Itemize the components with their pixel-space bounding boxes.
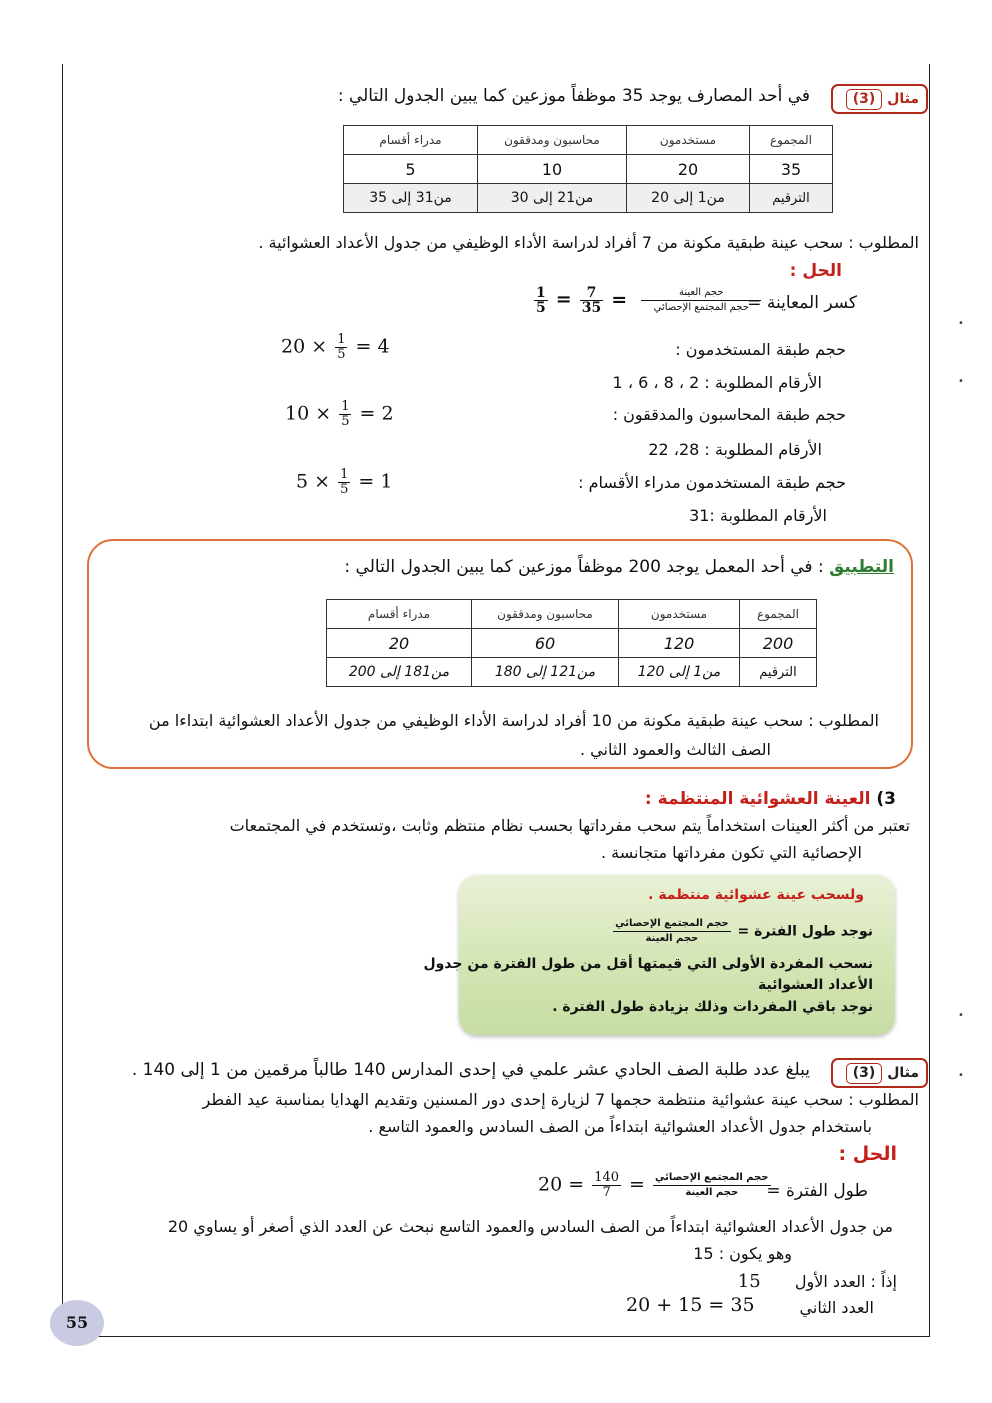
numbering-label: الترقيم [750,184,833,213]
example2-badge [831,1058,928,1088]
row-managers-label: حجم طبقة المستخدمون مدراء الأقسام : [578,473,846,492]
example1-requirement: المطلوب : سحب عينة طبقية مكونة من 7 أفراد لدراسة الأداء الوظيفي من جدول الأعداد العشوائية . [258,233,919,252]
value-total: 35 [750,155,833,184]
section3-text-line1: تعتبر من أكثر العينات استخداماً يتم سحب مفرداتها بحسب نظام منتظم وثابت ،وتستخدم في المجتمعات [229,816,910,835]
range-managers: من31 إلى 35 [344,184,478,213]
range-users: من1 إلى 120 [619,658,740,687]
application-intro-text: : في أحد المعمل يوجد 200 موظفاً موزعين كما يبين الجدول التالي : [344,557,824,577]
example2-requirement-line2: باستخدام جدول الأعداد العشوائية ابتداءاً من الصف السادس والعمود التاسع . [368,1117,872,1136]
value-total: 200 [740,629,817,658]
row-users-equation: 20 × $\frac{1}{5}$ = 4 [281,332,390,362]
method-step-1 [611,917,873,946]
fraction-numerator-text: حجم العينة [641,286,761,301]
header-accountants: محاسبون ومدققون [472,600,619,629]
application-requirement-line2: الصف الثالث والعمود الثاني . [579,740,771,759]
example1-intro: في أحد المصارف يوجد 35 موظفاً موزعين كما يبين الجدول التالي : [337,86,810,106]
margin-mark: • [958,1070,964,1081]
row-accountants-numbers: الأرقام المطلوبة : 28، 22 [648,440,822,459]
example-badge-number: (3) [846,1063,883,1084]
example1-table [343,125,833,213]
section3-title: العينة العشوائية المنتظمة : [644,789,871,809]
second-number-equation: 20 + 15 = 35 [626,1294,755,1316]
example-badge-label: مثال [887,91,919,107]
solution-title: الحل : [789,261,842,281]
second-number-label: العدد الثاني [799,1298,874,1317]
application-table [326,599,817,687]
value-managers: 20 [327,629,472,658]
margin-mark: • [958,318,964,329]
method-step-1-denominator: حجم العينة [645,933,699,944]
example-badge [831,84,928,114]
example2-intro: يبلغ عدد طلبة الصف الحادي عشر علمي في إحدى المدارس 140 طالباً مرقمين من 1 إلى 140 . [131,1060,810,1080]
range-users: من1 إلى 20 [627,184,750,213]
row-managers-numbers: الأرقام المطلوبة :31 [689,506,827,525]
value-managers: 5 [344,155,478,184]
header-managers: مدراء أقسام [344,126,478,155]
value-accountants: 60 [472,629,619,658]
section3-heading [645,789,896,809]
range-accountants: من121 إلى 180 [472,658,619,687]
page-number: 55 [50,1300,104,1346]
example2-solution-title: الحل : [838,1143,897,1165]
sampling-fraction-label: كسر المعاينة = [747,293,857,313]
header-users: مستخدمون [619,600,740,629]
margin-mark: • [958,376,964,387]
application-requirement-line1: المطلوب : سحب عينة طبقية مكونة من 10 أفراد لدراسة الأداء الوظيفي من جدول الأعداد العشوائية ابتداءا من [148,711,879,730]
application-title: التطبيق [829,557,894,577]
section3-number: 3) [876,789,896,809]
period-numerator: حجم المجتمع الإحصائي [653,1171,771,1186]
first-number-label: إذاً : العدد الأول [794,1272,897,1291]
example2-line3 [738,1271,897,1292]
sampling-fraction-equation: $\frac{1}{5}$ = $\frac{7}{35}$ = $\frac{\text{حجم العينة}}{\text{حجم المجتمع الإحصائي}}$ [532,286,763,315]
application-intro [344,557,894,577]
row-users-numbers: الأرقام المطلوبة : 2 ، 8 ، 6 ، 1 [612,373,822,392]
section3-text-line2: الإحصائية التي تكون مفرداتها متجانسة . [600,843,862,862]
value-users: 120 [619,629,740,658]
row-accountants-equation: 10 × $\frac{1}{5}$ = 2 [285,399,394,429]
method-step-3: نوجد باقي المفردات وذلك بزيادة طول الفترة . [552,999,873,1015]
header-users: مستخدمون [627,126,750,155]
example-badge-label: مثال [887,1065,919,1081]
example2-line2: وهو يكون : 15 [693,1244,792,1263]
fraction-denominator-text: حجم المجتمع الإحصائي [653,302,749,313]
value-accountants: 10 [478,155,627,184]
range-managers: من181 إلى 200 [327,658,472,687]
header-accountants: محاسبون ومدققون [478,126,627,155]
example2-requirement-line1: المطلوب : سحب عينة عشوائية منتظمة حجمها 7 لزيارة إحدى دور المسنين وتقديم الهدايا بمناسبة عيد الفطر [202,1090,919,1109]
method-step-2: نسحب المفردة الأولى التي قيمتها أقل من طول الفترة من جدول [423,956,873,972]
header-managers: مدراء أقسام [327,600,472,629]
range-accountants: من21 إلى 30 [478,184,627,213]
period-length-label: طول الفترة = [766,1181,868,1201]
header-total: المجموع [750,126,833,155]
row-accountants-label: حجم طبقة المحاسبون والمدققون : [612,405,846,424]
first-number-value: 15 [737,1271,761,1292]
row-managers-equation: 5 × $\frac{1}{5}$ = 1 [296,467,393,497]
period-denominator: حجم العينة [685,1187,739,1198]
header-total: المجموع [740,600,817,629]
method-step-1-numerator: حجم المجتمع الإحصائي [613,917,731,932]
method-step-1-label: نوجد طول الفترة = [737,923,873,940]
method-step-2-cont: الأعداد العشوائية [758,977,873,993]
row-users-label: حجم طبقة المستخدمون : [675,340,846,359]
example-badge-number: (3) [846,89,883,110]
method-box-title: ولسحب عينة عشوائية منتظمة . [648,887,864,903]
numbering-label: الترقيم [740,658,817,687]
example2-line1: من جدول الأعداد العشوائية ابتداءاً من الصف السادس والعمود التاسع نبحث عن العدد الذي أصغر أو يساوي 20 [167,1217,893,1236]
value-users: 20 [627,155,750,184]
margin-mark: • [958,1010,964,1021]
period-length-equation: 20 = $\frac{140}{7}$ = $\frac{\text{حجم المجتمع الإحصائي}}{\text{حجم العينة}}$ [538,1170,769,1200]
